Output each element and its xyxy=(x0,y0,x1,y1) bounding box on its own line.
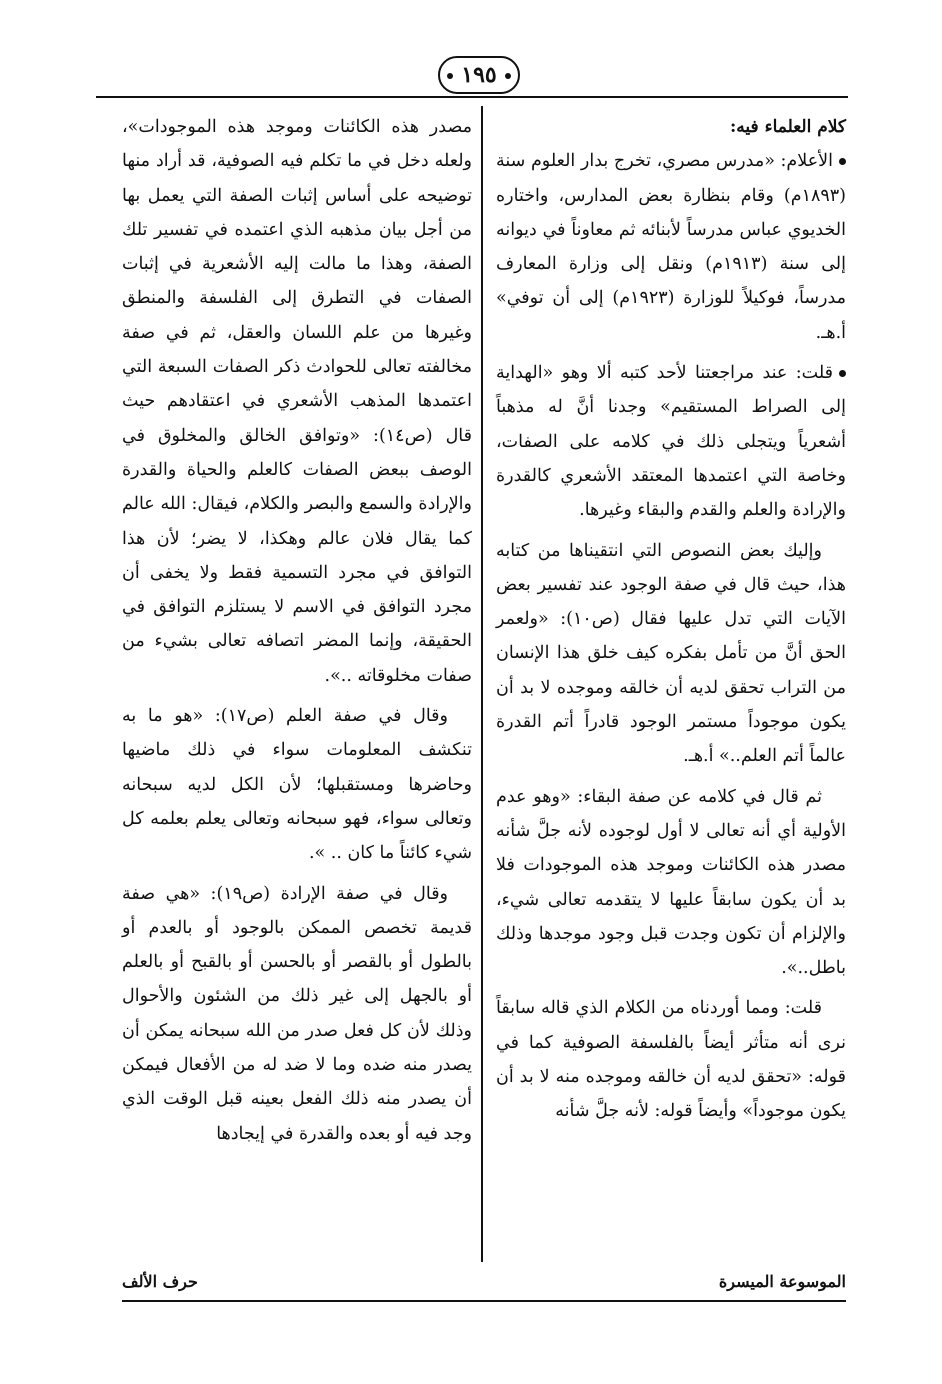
section-heading: كلام العلماء فيه: xyxy=(730,117,846,137)
paragraph-text: الأعلام: «مدرس مصري، تخرج بدار العلوم سنة (١٨٩٣م) وقام بنظارة بعض المدارس، واختاره الخديوي عباس مدرساً لأبنائه ثم معاوناً في ديوانه إلى سنة (١٩١٣م) ونقل إلى وزارة المعارف مدرساً، فوكيلاً للوزارة (١٩٢٣م) إلى أن توفي» أ.هـ. xyxy=(496,151,847,343)
page-number-frame xyxy=(438,56,520,94)
left-column xyxy=(122,110,472,1157)
footer xyxy=(122,1272,846,1298)
paragraph-irada: وقال في صفة الإرادة (ص١٩): «هي صفة قديمة تخصص الممكن بالوجود أو بالعدم أو بالطول أو بالقصر أو بالحسن أو بالقبح أو بالعلم أو بالجهل إلى غير ذلك من الشئون والأحوال وذلك لأن كل فعل صدر من الله سبحانه يمكن أن يصدر منه ضده وما لا ضد له من الأفعال فيمكن أن يصدر منه ذلك الفعل بعينه قبل الوقت الذي وجد فيه أو بعده والقدرة في إيجادها xyxy=(122,883,472,1144)
column-divider xyxy=(481,106,483,1262)
right-column xyxy=(496,110,846,1135)
footer-rule xyxy=(122,1300,846,1302)
page-number: ١٩٥ xyxy=(461,62,497,88)
paragraph-alam xyxy=(496,144,846,350)
bullet-icon xyxy=(839,158,846,165)
paragraph-qultu xyxy=(496,356,846,527)
bullet-icon xyxy=(839,370,846,377)
paragraph-continuation: مصدر هذه الكائنات وموجد هذه الموجودات»، ولعله دخل في ما تكلم فيه الصوفية، قد أراد منها توضيحه على أساس إثبات الصفة التي يعمل بها من أجل بيان مذهبه الذي اعتمده في تفسير تلك الصفة، وهذا ما مالت إليه الأشعرية في إثبات الصفات في التطرق إلى الفلسفة والمنطق وغيرها من علم اللسان والعقل، ثم في صفة مخالفته تعالى للحوادث ذكر الصفات السبعة التي اعتمدها المذهب الأشعري في اعتقادهم حيث قال (ص١٤): «وتوافق الخالق والمخلوق في الوصف ببعض الصفات كالعلم والحياة والقدرة والإرادة والسمع والبصر والكلام، فيقال: الله عالم كما يقال فلان عالم وهكذا، لا يضر؛ لأن هذا التوافق في مجرد التسمية فقط ولا يخفى أن مجرد التوافق في الاسم لا يستلزم التوافق في الحقيقة، وإنما المضر اتصافه تعالى بشيء من صفات مخلوقاته ..». xyxy=(122,117,472,686)
footer-section: حرف الألف xyxy=(122,1272,198,1291)
paragraph-baqa: ثم قال في كلامه عن صفة البقاء: «وهو عدم الأولية أي أنه تعالى لا أول لوجوده لأنه جلَّ شأنه مصدر هذه الكائنات وموجد هذه الموجودات فلا بد أن يكون سابقاً عليها لا يتقدمه تعالى شيء، والإلزام أن تكون وجدت قبل وجود موجدها وذلك باطل..». xyxy=(496,786,846,979)
paragraph-ilm: وقال في صفة العلم (ص١٧): «هو ما به تنكشف المعلومات سواء في ذلك ماضيها وحاضرها ومستقبلها؛ لأن الكل لديه سبحانه وتعالى سواء، فهو سبحانه وتعالى يعلم بعلمه كل شيء كائناً ما كان .. ». xyxy=(122,706,472,864)
paragraph-texts: وإليك بعض النصوص التي انتقيناها من كتابه هذا، حيث قال في صفة الوجود عند تفسير بعض الآيات التي تدل عليها فقال (ص١٠): «ولعمر الحق أنَّ من تأمل بفكره كيف خلق هذا الإنسان من التراب تحقق لديه أن خالقه وموجده لا بد أن يكون موجوداً مستمر الوجود قادراً أتم القدرة عالماً أتم العلم..» أ.هـ. xyxy=(496,540,846,767)
header-rule xyxy=(96,96,848,98)
paragraph-text: قلت: عند مراجعتنا لأحد كتبه ألا وهو «الهداية إلى الصراط المستقيم» وجدنا أنَّ له مذهباً أشعرياً ويتجلى ذلك في كلامه على الصفات، وخاصة التي اعتمدها المعتقد الأشعري كالقدرة والإرادة والعلم والقدم والبقاء وغيرها. xyxy=(496,363,846,521)
paragraph-sufi: قلت: ومما أوردناه من الكلام الذي قاله سابقاً نرى أنه متأثر أيضاً بالفلسفة الصوفية كما في قوله: «تحقق لديه أن خالقه وموجده منه لا بد أن يكون موجوداً» وأيضاً قوله: لأنه جلَّ شأنه xyxy=(496,998,846,1122)
footer-title: الموسوعة الميسرة xyxy=(718,1272,846,1291)
